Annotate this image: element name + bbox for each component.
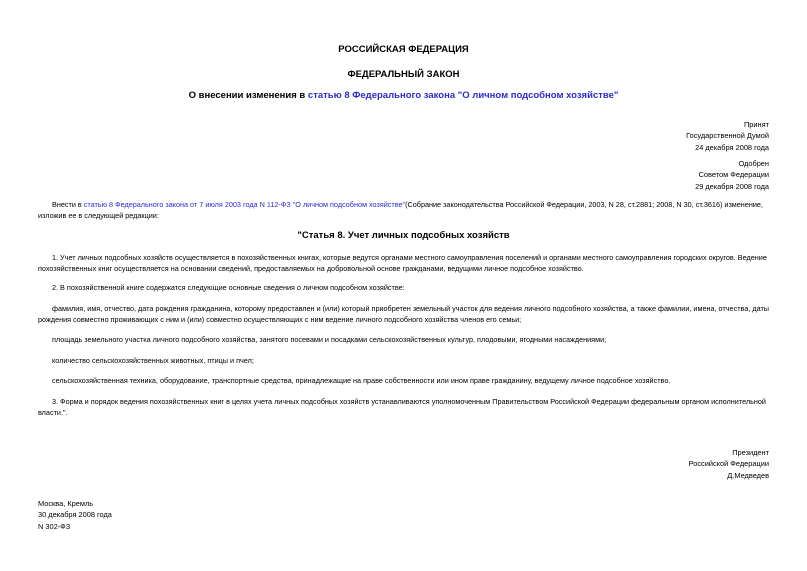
- approved-line: Одобрен: [738, 159, 769, 168]
- paragraph-3-line2: рождения совместно проживающих с ним и (или) совместно осуществляющих с ним ведение личного подсобного хозяйства членов его семьи;: [38, 315, 522, 324]
- adopted-block: [686, 119, 769, 153]
- signature-block: [689, 447, 769, 481]
- place-date-block: [38, 498, 112, 532]
- paragraph-7-line2: власти.".: [38, 408, 68, 417]
- paragraph-2: 2. В похозяйственной книге содержатся следующие основные сведения о личном подсобном хозяйстве:: [52, 283, 405, 292]
- paragraph-5: количество сельскохозяйственных животных, птицы и пчел;: [52, 356, 254, 365]
- article-title: "Статья 8. Учет личных подсобных хозяйств: [297, 230, 510, 241]
- intro-paragraph-line2: изложив ее в следующей редакции:: [38, 211, 159, 220]
- adopted-line: Принят: [743, 120, 769, 129]
- paragraph-6: сельскохозяйственная техника, оборудование, транспортные средства, принадлежащие на праве собственности или ином праве гражданину, ведущему личное подсобное хозяйство.: [52, 376, 671, 385]
- law-title-prefix: О внесении изменения в: [188, 90, 308, 101]
- law-type-heading: ФЕДЕРАЛЬНЫЙ ЗАКОН: [347, 69, 460, 80]
- signing-place: Москва, Кремль: [38, 499, 94, 508]
- adopted-body: Государственной Думой: [686, 131, 769, 141]
- intro-rest: (Собрание законодательства Российской Федерации, 2003, N 28, ст.2881; 2008, N 30, ст.3616) изменение,: [405, 200, 763, 209]
- law-title: [0, 90, 807, 101]
- signing-date: 30 декабря 2008 года: [38, 510, 112, 520]
- signature-country: Российской Федерации: [688, 459, 769, 469]
- paragraph-1-line2: похозяйственных книг осуществляется на основании сведений, предоставляемых на добровольной основе гражданами, ведущими личное подсобное хозяйство.: [38, 264, 584, 273]
- approved-body: Советом Федерации: [698, 170, 769, 180]
- paragraph-1-line1: 1. Учет личных подсобных хозяйств осуществляется в похозяйственных книгах, которые ведутся органами местного самоуправления поселений и органами местного самоуправления городских округов. Ведение: [52, 253, 767, 262]
- law-title-link[interactable]: статью 8 Федерального закона "О личном подсобном хозяйстве": [307, 90, 619, 101]
- paragraph-4: площадь земельного участка личного подсобного хозяйства, занятого посевами и посадками сельскохозяйственных культур, плодовыми, ягодными насаждениями;: [52, 335, 607, 344]
- intro-paragraph-line1: [38, 199, 769, 210]
- adopted-date: 24 декабря 2008 года: [695, 142, 769, 152]
- intro-law-link[interactable]: статью 8 Федерального закона от 7 июля 2003 года N 112-ФЗ "О личном подсобном хозяйстве": [83, 200, 406, 209]
- signature-title: Президент: [732, 448, 769, 457]
- approved-block: [695, 158, 769, 192]
- approved-date: 29 декабря 2008 года: [695, 181, 769, 191]
- intro-prefix: Внести в: [52, 200, 84, 209]
- country-heading: РОССИЙСКАЯ ФЕДЕРАЦИЯ: [338, 44, 469, 55]
- paragraph-3-line1: фамилия, имя, отчество, дата рождения гражданина, которому предоставлен и (или) который приобретен земельный участок для ведения личного подсобного хозяйства, а также фамилии, имена, отчества, даты: [52, 304, 769, 313]
- signature-name: Д.Медведев: [727, 470, 769, 480]
- law-number: N 302-ФЗ: [38, 521, 71, 531]
- paragraph-7-line1: 3. Форма и порядок ведения похозяйственных книг в целях учета личных подсобных хозяйств устанавливаются уполномоченным Правительством Российской Федерации федеральным органом исполнительной: [52, 397, 766, 406]
